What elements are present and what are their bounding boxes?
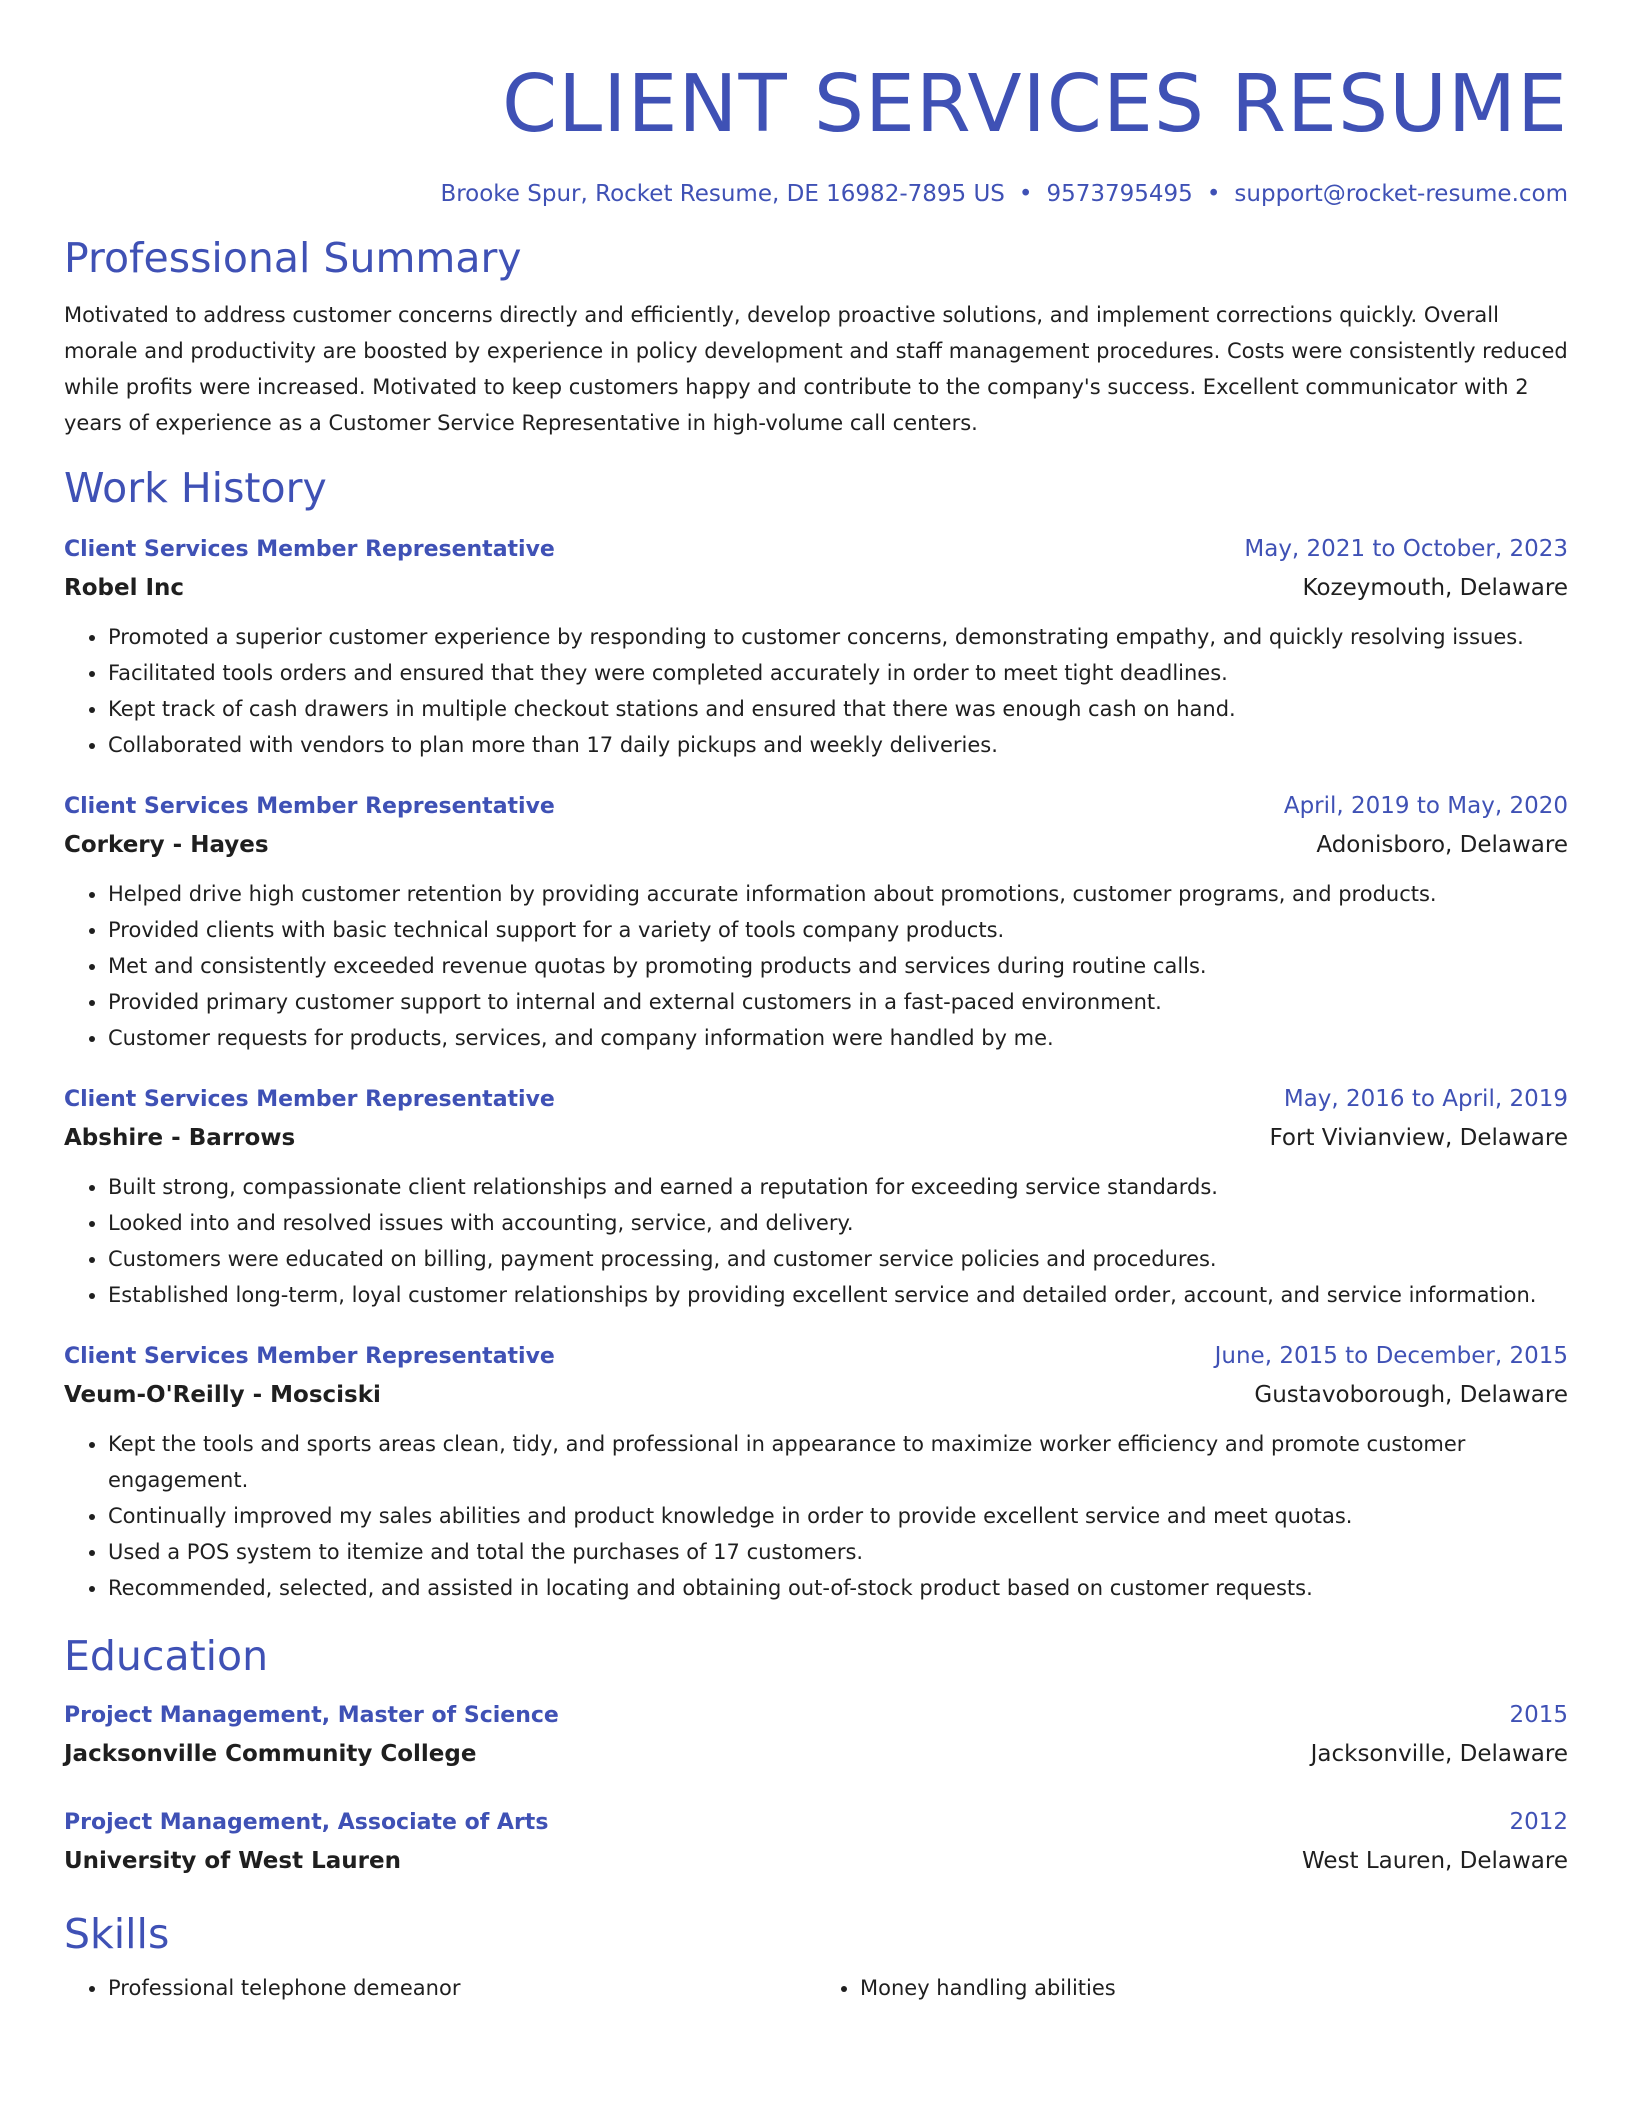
skills-column-right xyxy=(816,1970,1568,2006)
job-location: Kozeymouth, Delaware xyxy=(1302,575,1568,601)
education-location: West Lauren, Delaware xyxy=(1302,1848,1568,1874)
job-bullets xyxy=(64,876,1568,1056)
education-degree: Project Management, Associate of Arts xyxy=(64,1810,549,1835)
job-role: Client Services Member Representative xyxy=(64,794,555,819)
job-dates: May, 2021 to October, 2023 xyxy=(1244,536,1568,562)
job-dates: June, 2015 to December, 2015 xyxy=(1214,1343,1568,1369)
job-bullet: • Recommended, selected, and assisted in locating and obtaining out-of-stock product based on customer requests. xyxy=(108,1570,1568,1606)
job-bullet: • Promoted a superior customer experience by responding to customer concerns, demonstrating empathy, and quickly resolving issues. xyxy=(108,619,1568,655)
job-entry xyxy=(64,530,1568,763)
job-entry xyxy=(64,1080,1568,1313)
job-company: Robel Inc xyxy=(64,575,185,601)
job-role: Client Services Member Representative xyxy=(64,1087,555,1112)
job-location: Fort Vivianview, Delaware xyxy=(1269,1125,1568,1151)
resume-header xyxy=(64,0,1568,210)
job-bullets xyxy=(64,619,1568,763)
job-location: Gustavoborough, Delaware xyxy=(1254,1382,1568,1408)
education-entry xyxy=(64,1696,1568,1773)
job-company: Veum-O'Reilly - Mosciski xyxy=(64,1382,381,1408)
summary-text: Motivated to address customer concerns directly and efficiently, develop proactive solutions, and implement corrections quickly. Overall morale and productivity are boosted by experience in policy development and staff management procedures. Costs were consistently reduced while profits were increased. Motivated to keep customers happy and contribute to the company's success. Excellent communicator with 2 years of experience as a Customer Service Representative in high-volume call centers. xyxy=(64,303,1568,435)
job-bullet: • Met and consistently exceeded revenue quotas by promoting products and services during routine calls. xyxy=(108,948,1568,984)
skills-column-left xyxy=(64,1970,816,2006)
education-school: Jacksonville Community College xyxy=(64,1741,477,1767)
contact-email[interactable]: support@rocket-resume.com xyxy=(1234,181,1568,207)
education-location: Jacksonville, Delaware xyxy=(1310,1741,1568,1767)
job-entry xyxy=(64,787,1568,1056)
education-year: 2015 xyxy=(1509,1702,1568,1728)
job-bullet: • Collaborated with vendors to plan more than 17 daily pickups and weekly deliveries. xyxy=(108,727,1568,763)
resume-title: CLIENT SERVICES RESUME xyxy=(501,58,1568,150)
job-bullet: • Built strong, compassionate client relationships and earned a reputation for exceeding service standards. xyxy=(108,1169,1568,1205)
job-bullet: • Used a POS system to itemize and total the purchases of 17 customers. xyxy=(108,1534,1568,1570)
job-bullet: • Customer requests for products, services, and company information were handled by me. xyxy=(108,1020,1568,1056)
job-bullet: • Customers were educated on billing, payment processing, and customer service policies and procedures. xyxy=(108,1241,1568,1277)
job-company: Corkery - Hayes xyxy=(64,832,269,858)
job-bullet: • Established long-term, loyal customer relationships by providing excellent service and detailed order, account, and service information. xyxy=(108,1277,1568,1313)
job-dates: April, 2019 to May, 2020 xyxy=(1283,793,1568,819)
education-heading: Education xyxy=(64,1632,269,1680)
skill-item: • Professional telephone demeanor xyxy=(108,1970,816,2006)
job-bullet: • Facilitated tools orders and ensured that they were completed accurately in order to meet tight deadlines. xyxy=(108,655,1568,691)
skills-list xyxy=(64,1970,1568,2006)
job-location: Adonisboro, Delaware xyxy=(1316,832,1568,858)
job-bullet: • Looked into and resolved issues with accounting, service, and delivery. xyxy=(108,1205,1568,1241)
education-degree: Project Management, Master of Science xyxy=(64,1703,559,1728)
contact-line xyxy=(64,178,1568,210)
job-bullet: • Provided primary customer support to internal and external customers in a fast-paced environment. xyxy=(108,984,1568,1020)
education-entry xyxy=(64,1803,1568,1880)
contact-separator: • xyxy=(1206,181,1221,207)
job-bullet: • Continually improved my sales abilities and product knowledge in order to provide excellent service and meet quotas. xyxy=(108,1498,1568,1534)
contact-address: Brooke Spur, Rocket Resume, DE 16982-7895 US xyxy=(440,181,1005,207)
job-bullet: • Kept the tools and sports areas clean, tidy, and professional in appearance to maximize worker efficiency and promote customer engagement. xyxy=(108,1426,1568,1498)
contact-separator: • xyxy=(1018,181,1033,207)
skill-item: • Money handling abilities xyxy=(860,1970,1568,2006)
skills-heading: Skills xyxy=(64,1910,170,1958)
work-history-heading: Work History xyxy=(64,464,327,512)
contact-phone: 9573795495 xyxy=(1046,181,1193,207)
job-entry xyxy=(64,1337,1568,1606)
job-role: Client Services Member Representative xyxy=(64,1344,555,1369)
job-dates: May, 2016 to April, 2019 xyxy=(1283,1086,1568,1112)
education-year: 2012 xyxy=(1509,1809,1568,1835)
job-bullets xyxy=(64,1169,1568,1313)
job-role: Client Services Member Representative xyxy=(64,537,555,562)
job-bullet: • Kept track of cash drawers in multiple checkout stations and ensured that there was enough cash on hand. xyxy=(108,691,1568,727)
summary-heading: Professional Summary xyxy=(64,234,522,282)
job-bullet: • Provided clients with basic technical support for a variety of tools company products. xyxy=(108,912,1568,948)
education-school: University of West Lauren xyxy=(64,1848,401,1874)
job-bullets xyxy=(64,1426,1568,1606)
job-bullet: • Helped drive high customer retention by providing accurate information about promotions, customer programs, and products. xyxy=(108,876,1568,912)
job-company: Abshire - Barrows xyxy=(64,1125,296,1151)
